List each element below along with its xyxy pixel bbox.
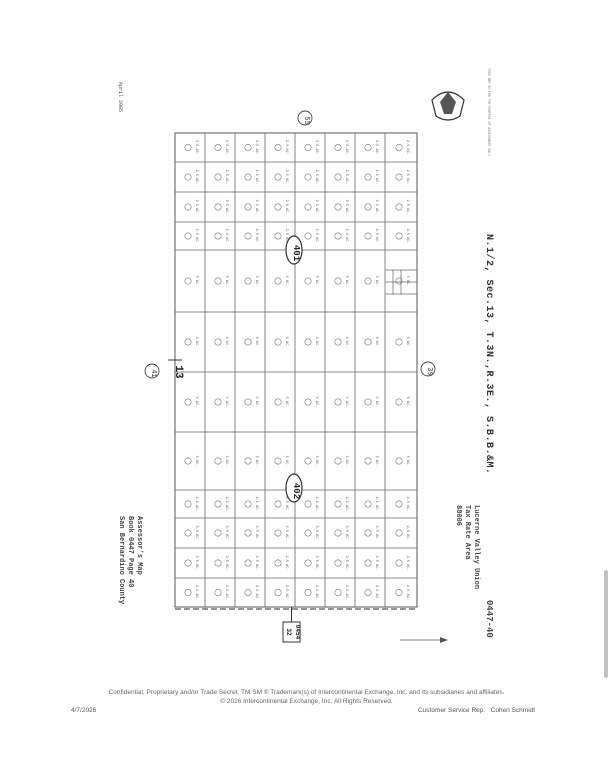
parcel-number-circle: [245, 589, 251, 595]
parcel-acreage: 2.5 AC.: [314, 228, 318, 244]
parcel-number-circle: [305, 589, 311, 595]
parcel-number-circle: [365, 501, 371, 507]
parcel-number-circle: [335, 174, 341, 180]
parcel-number-circle: [365, 399, 371, 405]
parcel-number-circle: [215, 144, 221, 150]
parcel-number-circle: [396, 204, 402, 210]
parcel-acreage: 5 AC.: [224, 396, 228, 408]
parcel-acreage: 2.5 AC.: [314, 139, 318, 156]
parcel-number-circle: [275, 458, 281, 464]
parcel-acreage: 2.5 AC.: [344, 555, 348, 571]
parcel-number-circle: [185, 530, 191, 536]
county-seal-icon: [432, 92, 464, 120]
parcel-acreage: 2.5 AC.: [344, 584, 348, 601]
parcel-number-circle: [215, 501, 221, 507]
parcel-number-circle: [215, 560, 221, 566]
parcel-number-circle: [245, 458, 251, 464]
parcel-acreage: 2.5 AC.: [405, 496, 409, 512]
parcel-number-circle: [245, 233, 251, 239]
parcel-number-circle: [275, 339, 281, 345]
parcel-number-circle: [275, 144, 281, 150]
parcel-acreage: 2.5 AC.: [254, 555, 258, 571]
parcel-acreage: 5 AC.: [254, 396, 258, 408]
parcel-number-circle: [245, 144, 251, 150]
parcel-number-circle: [215, 458, 221, 464]
parcel-acreage: 2.5 AC.: [254, 169, 258, 185]
parcel-number-circle: [185, 339, 191, 345]
parcel-acreage: 2.5 AC.: [284, 169, 288, 185]
vertical-scrollbar[interactable]: [604, 570, 608, 678]
rep-name: Cohen Schmidt: [490, 707, 536, 714]
parcel-number-circle: [365, 560, 371, 566]
parcel-number-circle: [275, 530, 281, 536]
parcel-number-circle: [305, 458, 311, 464]
parcel-number-circle: [305, 174, 311, 180]
parcel-acreage: 2.5 AC.: [405, 584, 409, 601]
parcel-number-circle: [245, 560, 251, 566]
parcel-number-circle: [275, 204, 281, 210]
parcel-number-circle: [185, 399, 191, 405]
parcel-acreage: 2.5 AC.: [314, 525, 318, 541]
parcel-number-circle: [396, 339, 402, 345]
parcel-acreage: 5 AC.: [284, 336, 288, 348]
parcel-acreage: 5 AC.: [224, 455, 228, 467]
parcel-number-circle: [215, 399, 221, 405]
parcel-acreage: 2.5 AC.: [405, 199, 409, 215]
parcel-acreage: 5 AC.: [254, 455, 258, 467]
parcel-acreage: 5 AC.: [344, 275, 348, 287]
parcel-acreage: 2.5 AC.: [224, 555, 228, 571]
parcel-acreage: 2.5 AC.: [284, 584, 288, 601]
parcel-acreage: 5 AC.: [344, 336, 348, 348]
print-date: 4/7/2026: [71, 707, 97, 714]
parcel-acreage: 2.5 AC.: [374, 228, 378, 244]
parcel-acreage: 5 AC.: [224, 275, 228, 287]
parcel-acreage: 2.5 AC.: [374, 496, 378, 512]
north-arrow-icon: [440, 637, 448, 643]
parcel-number-circle: [215, 174, 221, 180]
parcel-number-circle: [305, 399, 311, 405]
parcel-acreage: 2.5 AC.: [374, 199, 378, 215]
map-number: 0447-40: [484, 600, 494, 638]
parcel-number-circle: [365, 278, 371, 284]
tax-rate-area-label: Tax Rate Area: [463, 505, 471, 560]
parcel-acreage: 5 AC.: [344, 396, 348, 408]
parcel-number-circle: [185, 278, 191, 284]
parcel-acreage: 5 AC.: [405, 396, 409, 408]
parcel-acreage: 2.5 AC.: [284, 555, 288, 571]
parcel-acreage: 2.5 AC.: [344, 525, 348, 541]
block-402: 402: [291, 482, 301, 500]
parcel-number-circle: [335, 278, 341, 284]
parcel-acreage: 5 AC.: [405, 275, 409, 287]
parcel-acreage: 2.5 AC.: [314, 199, 318, 215]
parcel-acreage: 2.5 AC.: [284, 525, 288, 541]
parcel-number-circle: [245, 339, 251, 345]
parcel-number-circle: [215, 339, 221, 345]
parcel-acreage: 2.5 AC.: [224, 169, 228, 185]
parcel-acreage: 2.5 AC.: [405, 139, 409, 156]
parcel-number-circle: [275, 174, 281, 180]
parcel-number-circle: [335, 589, 341, 595]
parcel-number-circle: [185, 458, 191, 464]
parcel-acreage: 5 AC.: [194, 336, 198, 348]
parcel-acreage: 2.5 AC.: [194, 228, 198, 244]
parcel-number-circle: [305, 339, 311, 345]
parcel-number-circle: [365, 233, 371, 239]
map-date-label: April 2005: [117, 82, 123, 113]
parcel-acreage: 2.5 AC.: [314, 496, 318, 512]
parcel-number-circle: [365, 458, 371, 464]
parcel-acreage: 5 AC.: [374, 336, 378, 348]
parcel-grid: [175, 133, 417, 609]
bottom-ref-bottom: 32: [285, 628, 292, 636]
parcel-number-circle: [396, 174, 402, 180]
parcel-acreage: 2.5 AC.: [224, 496, 228, 512]
parcel-acreage: 5 AC.: [284, 396, 288, 408]
adjoining-map-55: 55: [302, 116, 310, 125]
parcel-acreage: 2.5 AC.: [344, 199, 348, 215]
parcel-number-circle: [335, 233, 341, 239]
assessor-map-label: Assessor's Map: [135, 516, 143, 575]
parcel-acreage: 5 AC.: [314, 455, 318, 467]
customer-service-rep: [418, 707, 535, 714]
parcel-number-circle: [215, 278, 221, 284]
parcel-acreage: 2.5 AC.: [224, 139, 228, 156]
parcel-number-circle: [396, 233, 402, 239]
parcel-acreage: 5 AC.: [344, 455, 348, 467]
parcel-acreage: 5 AC.: [194, 275, 198, 287]
parcel-acreage: 5 AC.: [194, 455, 198, 467]
parcel-acreage: 5 AC.: [254, 336, 258, 348]
parcel-acreage: 5 AC.: [284, 455, 288, 467]
parcel-number-circle: [335, 560, 341, 566]
parcel-number-circle: [396, 589, 402, 595]
parcel-acreage: 5 AC.: [194, 396, 198, 408]
parcel-acreage: 2.5 AC.: [284, 228, 288, 244]
parcel-number-circle: [275, 560, 281, 566]
assessor-county: San Bernardino County: [117, 516, 125, 605]
adjoining-map-41: 41: [149, 369, 157, 378]
confidential-notice: Confidential, Proprietary and/or Trade Secret. TM SM ® Trademark(s) of Intercontinental Exchange, Inc. and its subsidiaries and affiliates.: [108, 689, 505, 696]
parcel-number-circle: [275, 233, 281, 239]
parcel-acreage: 2.5 AC.: [374, 169, 378, 185]
parcel-acreage: 2.5 AC.: [194, 169, 198, 185]
parcel-number-circle: [365, 589, 371, 595]
seal-note: THIS MAP IS FOR THE PURPOSE OF ASSESSMENT ONLY: [487, 68, 491, 156]
parcel-acreage: 5 AC.: [314, 396, 318, 408]
parcel-number-circle: [185, 233, 191, 239]
parcel-number-circle: [275, 501, 281, 507]
parcel-acreage: 2.5 AC.: [194, 525, 198, 541]
parcel-acreage: 2.5 AC.: [374, 525, 378, 541]
parcel-acreage: 2.5 AC.: [314, 169, 318, 185]
parcel-number-circle: [335, 339, 341, 345]
parcel-acreage: 2.5 AC.: [254, 139, 258, 156]
parcel-acreage: 2.5 AC.: [194, 199, 198, 215]
parcel-number-circle: [245, 501, 251, 507]
parcel-acreage: 2.5 AC.: [254, 525, 258, 541]
parcel-acreage: 5 AC.: [374, 396, 378, 408]
parcel-acreage: 2.5 AC.: [405, 525, 409, 541]
parcel-number-circle: [396, 399, 402, 405]
parcel-number-circle: [305, 204, 311, 210]
parcel-acreage: 5 AC.: [374, 455, 378, 467]
bottom-ref-top: 0454: [294, 624, 301, 640]
section-number: 13: [172, 365, 184, 379]
parcel-number-circle: [305, 560, 311, 566]
adjoining-map-39: 39: [425, 367, 433, 376]
district-name: Lucerne Valley Union: [472, 505, 480, 590]
block-401: 401: [291, 244, 301, 262]
parcel-acreage: 2.5 AC.: [405, 169, 409, 185]
parcel-number-circle: [185, 501, 191, 507]
parcel-acreage: 2.5 AC.: [194, 496, 198, 512]
parcel-number-circle: [396, 530, 402, 536]
parcel-acreage: 5 AC.: [284, 275, 288, 287]
parcel-acreage: 2.5 AC.: [374, 555, 378, 571]
parcel-number-circle: [335, 530, 341, 536]
parcel-number-circle: [365, 204, 371, 210]
parcel-acreage: 2.5 AC.: [194, 555, 198, 571]
parcel-number-circle: [245, 399, 251, 405]
parcel-acreage: 2.5 AC.: [254, 584, 258, 601]
parcel-number-circle: [335, 458, 341, 464]
parcel-number-circle: [215, 530, 221, 536]
parcel-number-circle: [396, 560, 402, 566]
parcel-acreage: 5 AC.: [405, 455, 409, 467]
parcel-acreage: 2.5 AC.: [194, 584, 198, 601]
map-markers: [145, 92, 464, 643]
parcel-number-circle: [396, 501, 402, 507]
parcel-acreage: 2.5 AC.: [344, 496, 348, 512]
parcel-acreage: 2.5 AC.: [344, 228, 348, 244]
parcel-acreage: 2.5 AC.: [284, 496, 288, 512]
parcel-number-circle: [305, 530, 311, 536]
parcel-acreage: 5 AC.: [314, 336, 318, 348]
parcel-number-circle: [185, 560, 191, 566]
parcel-number-circle: [275, 278, 281, 284]
assessor-book-page: Book 0447 Page 40: [126, 516, 134, 588]
copyright-notice: © 2026 Intercontinental Exchange, Inc. All Rights Reserved.: [220, 698, 393, 705]
parcel-number-circle: [365, 174, 371, 180]
parcel-number-circle: [215, 589, 221, 595]
parcel-acreage: 2.5 AC.: [374, 139, 378, 156]
parcel-acreage: 2.5 AC.: [254, 496, 258, 512]
parcel-number-circle: [335, 399, 341, 405]
parcel-number-circle: [305, 278, 311, 284]
parcel-acreage: 2.5 AC.: [374, 584, 378, 601]
parcel-number-circle: [365, 339, 371, 345]
parcel-number-circle: [365, 530, 371, 536]
parcel-number-circle: [245, 204, 251, 210]
parcel-acreage: 2.5 AC.: [224, 199, 228, 215]
map-title: N.1/2, Sec.13, T.3N.,R.3E., S.B.B.&M.: [483, 234, 494, 475]
parcel-number-circle: [365, 144, 371, 150]
parcel-acreage: 2.5 AC.: [254, 199, 258, 215]
parcel-acreage: 2.5 AC.: [194, 139, 198, 156]
parcel-acreage: 2.5 AC.: [405, 228, 409, 244]
parcel-acreage: 2.5 AC.: [224, 584, 228, 601]
parcel-number-circle: [185, 204, 191, 210]
parcel-acreage: 5 AC.: [374, 275, 378, 287]
rep-label: Customer Service Rep:: [418, 707, 486, 714]
parcel-acreage: 2.5 AC.: [314, 584, 318, 601]
parcel-number-circle: [275, 399, 281, 405]
parcel-acreage: 2.5 AC.: [314, 555, 318, 571]
parcel-number-circle: [335, 144, 341, 150]
parcel-number-circle: [215, 204, 221, 210]
parcel-number-circle: [185, 144, 191, 150]
parcel-acreage: 2.5 AC.: [405, 555, 409, 571]
tax-rate-area-number: 88006: [454, 505, 462, 527]
parcel-acreage: 5 AC.: [314, 275, 318, 287]
parcel-acreage: 5 AC.: [405, 336, 409, 348]
parcel-number-circle: [305, 501, 311, 507]
parcel-number-circle: [396, 458, 402, 464]
parcel-acreage: 5 AC.: [224, 336, 228, 348]
parcel-acreage: 2.5 AC.: [254, 228, 258, 244]
parcel-number-circle: [335, 204, 341, 210]
parcel-number-circle: [245, 530, 251, 536]
parcel-number-circle: [245, 174, 251, 180]
parcel-number-circle: [275, 589, 281, 595]
parcel-number-circle: [245, 278, 251, 284]
parcel-acreage: 2.5 AC.: [284, 199, 288, 215]
parcel-number-circle: [305, 233, 311, 239]
parcel-number-circle: [396, 144, 402, 150]
parcel-acreage: 2.5 AC.: [224, 228, 228, 244]
parcel-acreage: 5 AC.: [254, 275, 258, 287]
parcel-number-circle: [305, 144, 311, 150]
map-border: [175, 133, 417, 607]
parcel-number-circle: [185, 174, 191, 180]
parcel-number-circle: [335, 501, 341, 507]
parcel-acreage: 2.5 AC.: [224, 525, 228, 541]
parcel-acreage: 2.5 AC.: [284, 139, 288, 156]
parcel-acreage: 2.5 AC.: [344, 139, 348, 156]
parcel-acreage: 2.5 AC.: [344, 169, 348, 185]
parcel-number-circle: [215, 233, 221, 239]
parcel-number-circle: [185, 589, 191, 595]
